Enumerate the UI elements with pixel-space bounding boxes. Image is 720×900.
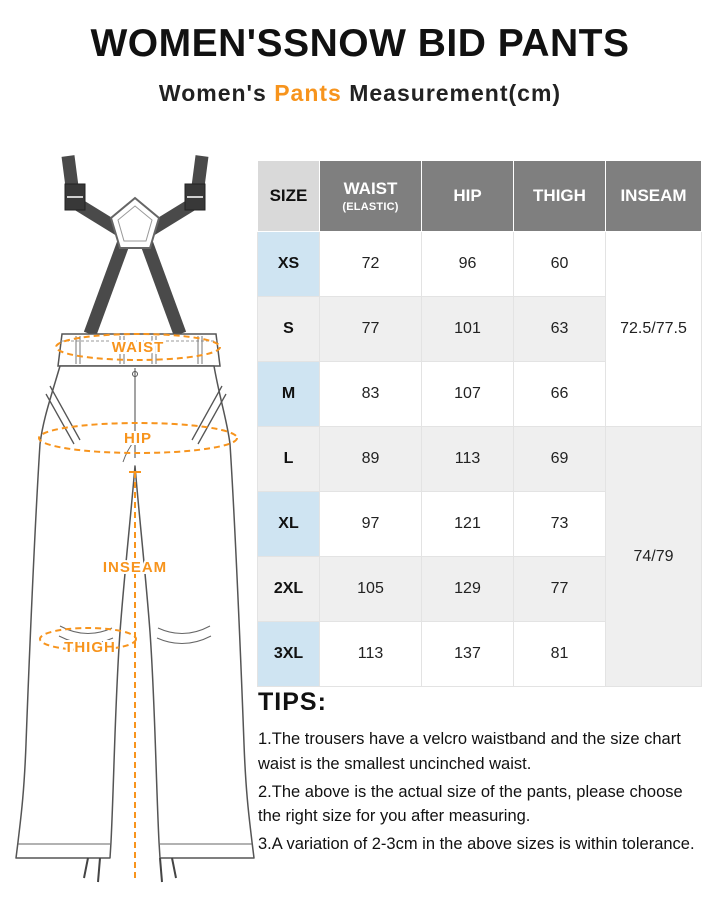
column-header-size: SIZE (258, 161, 320, 232)
hip-label: HIP (123, 430, 153, 447)
hip-value: 113 (422, 427, 514, 492)
waist-value: 97 (320, 492, 422, 557)
pants-diagram (2, 142, 258, 894)
subtitle-suffix: Measurement(cm) (341, 80, 562, 106)
table-header-row (258, 161, 702, 232)
column-header-hip: HIP (422, 161, 514, 232)
subtitle-prefix: Women's (158, 80, 275, 106)
thigh-value: 66 (514, 362, 606, 427)
waist-value: 83 (320, 362, 422, 427)
page-subtitle (0, 80, 720, 107)
tip-item: 3.A variation of 2-3cm in the above sizes is within tolerance. (258, 835, 695, 853)
thigh-label: THIGH (64, 639, 116, 656)
thigh-value: 60 (514, 232, 606, 297)
tips-heading: TIPS: (258, 688, 327, 716)
inseam-value-group: 74/79 (606, 427, 702, 687)
thigh-value: 63 (514, 297, 606, 362)
size-cell: S (258, 297, 320, 362)
tip-item: 1.The trousers have a velcro waistband and the size chart waist is the smallest uncinched waist. (258, 730, 681, 773)
size-cell: 3XL (258, 622, 320, 687)
boot-hooks (84, 858, 176, 882)
column-header-thigh: THIGH (514, 161, 606, 232)
hip-value: 107 (422, 362, 514, 427)
inseam-label: INSEAM (102, 559, 168, 576)
waist-value: 72 (320, 232, 422, 297)
hip-value: 96 (422, 232, 514, 297)
waist-value: 105 (320, 557, 422, 622)
waist-value: 113 (320, 622, 422, 687)
size-cell: M (258, 362, 320, 427)
hip-value: 121 (422, 492, 514, 557)
table-row (258, 232, 702, 297)
column-header-inseam: INSEAM (606, 161, 702, 232)
waist-value: 89 (320, 427, 422, 492)
inseam-value-group: 72.5/77.5 (606, 232, 702, 427)
size-chart-table (257, 160, 702, 687)
size-cell: XS (258, 232, 320, 297)
page-title: WOMEN'SSNOW BID PANTS (90, 22, 630, 65)
thigh-value: 69 (514, 427, 606, 492)
hip-value: 129 (422, 557, 514, 622)
waist-value: 77 (320, 297, 422, 362)
subtitle-highlight: Pants (274, 80, 342, 106)
tips-section (258, 688, 702, 860)
size-cell: 2XL (258, 557, 320, 622)
waist-label: WAIST (111, 339, 165, 356)
thigh-value: 81 (514, 622, 606, 687)
thigh-value: 73 (514, 492, 606, 557)
waist-header-subnote: (ELASTIC) (342, 201, 399, 213)
hip-value: 137 (422, 622, 514, 687)
column-header-waist (320, 161, 422, 232)
thigh-value: 77 (514, 557, 606, 622)
table-row (258, 427, 702, 492)
waist-header-label: WAIST (343, 179, 398, 198)
size-cell: L (258, 427, 320, 492)
size-cell: XL (258, 492, 320, 557)
hip-value: 101 (422, 297, 514, 362)
tip-item: 2.The above is the actual size of the pants, please choose the right size for you after measuring. (258, 782, 683, 826)
suspender-center-patch (111, 198, 159, 248)
